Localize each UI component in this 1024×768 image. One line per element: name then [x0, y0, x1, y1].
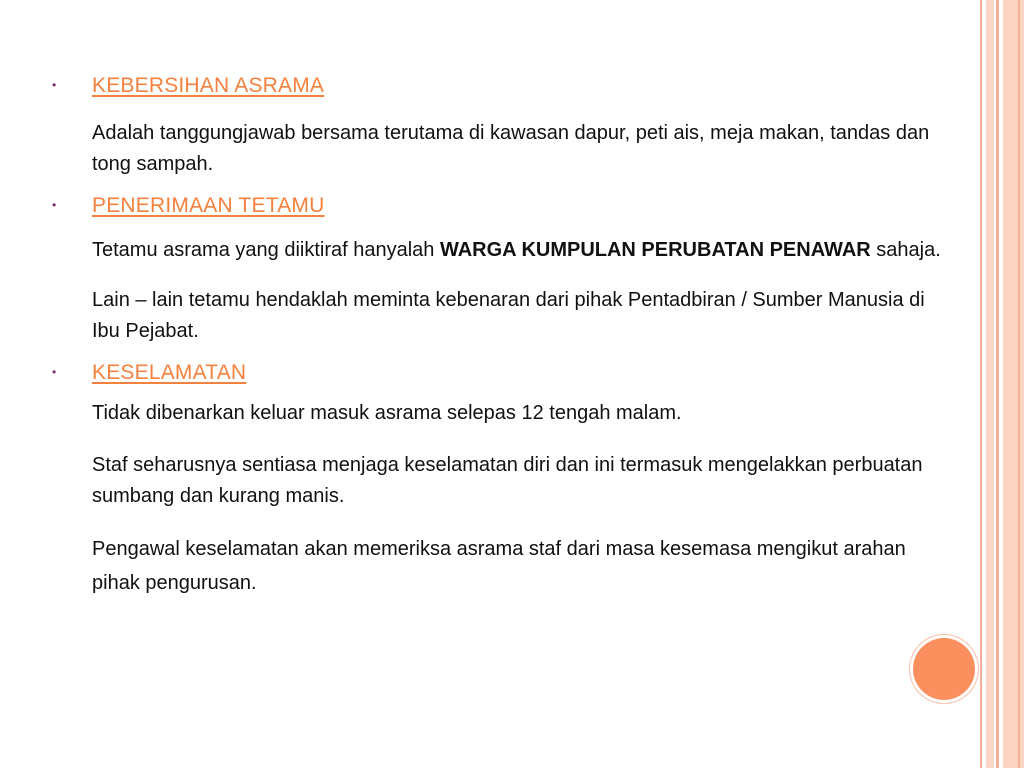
bullet-icon: • [52, 78, 57, 92]
right-border-band [986, 0, 994, 768]
section-heading: KEBERSIHAN ASRAMA [92, 74, 325, 97]
slide-content [52, 74, 952, 600]
heading-row [52, 361, 952, 395]
section-kebersihan [52, 74, 952, 180]
paragraph-bold-text: WARGA KUMPULAN PERUBATAN PENAWAR [439, 239, 871, 261]
paragraph: Staf seharusnya sentiasa menjaga keselamatan diri dan ini termasuk mengelakkan perbuatan sumbang dan kurang manis. [92, 454, 923, 507]
bullet-icon: • [52, 198, 57, 212]
section-keselamatan [52, 361, 952, 600]
heading-row [52, 74, 952, 108]
right-border-line [996, 0, 999, 768]
paragraph: Lain – lain tetamu hendaklah meminta kebenaran dari pihak Pentadbiran / Sumber Manusia di Ibu Pejabat. [92, 289, 925, 342]
paragraph-text: Tetamu asrama yang diiktiraf hanyalah [92, 239, 440, 261]
heading-row [52, 194, 952, 228]
bullet-icon: • [52, 365, 57, 379]
section-heading: PENERIMAAN TETAMU [92, 194, 325, 217]
section-heading: KESELAMATAN [92, 361, 247, 384]
right-border-band [1003, 0, 1024, 768]
paragraph-text: sahaja. [870, 239, 941, 261]
paragraph: Pengawal keselamatan akan memeriksa asrama staf dari masa kesemasa mengikut arahan pihak pengurusan. [92, 538, 906, 594]
right-border-line [980, 0, 982, 768]
right-border-line [1018, 0, 1020, 768]
paragraph [92, 235, 952, 266]
section-penerimaan-tetamu [52, 194, 952, 347]
decorative-circle [913, 638, 975, 700]
paragraph: Adalah tanggungjawab bersama terutama di kawasan dapur, peti ais, meja makan, tandas dan tong sampah. [92, 122, 930, 175]
paragraph: Tidak dibenarkan keluar masuk asrama selepas 12 tengah malam. [92, 402, 682, 424]
